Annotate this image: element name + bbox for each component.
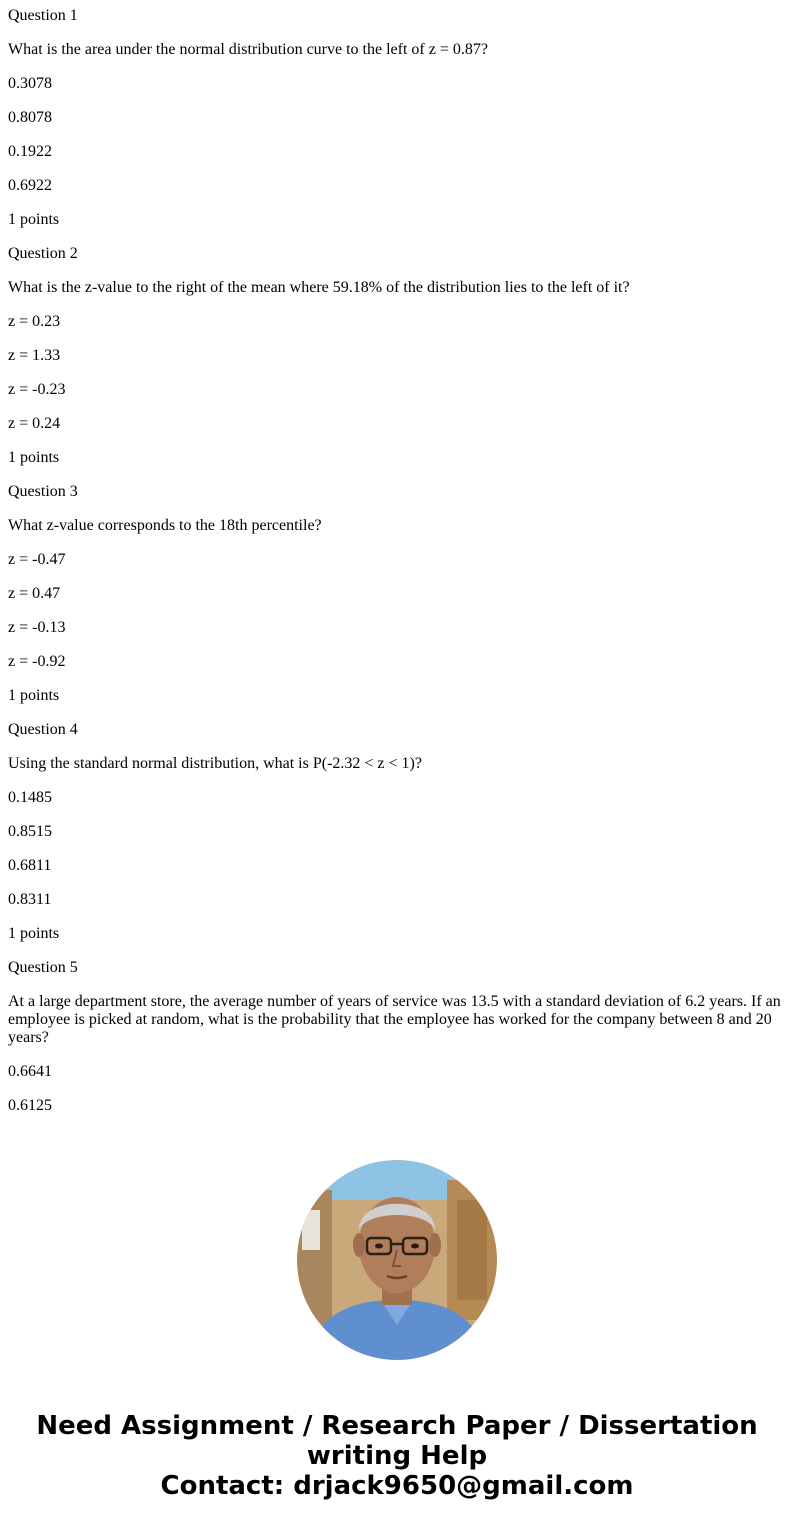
- question-heading: Question 5: [8, 959, 78, 976]
- answer-option: 0.3078: [8, 75, 52, 92]
- tutor-photo: [297, 1160, 497, 1360]
- question-text: What is the area under the normal distribution curve to the left of z = 0.87?: [8, 41, 488, 58]
- question-text: What z-value corresponds to the 18th percentile?: [8, 517, 322, 534]
- answer-option: z = -0.13: [8, 619, 66, 636]
- answer-option: 0.6641: [8, 1063, 52, 1080]
- question-points: 1 points: [8, 449, 60, 466]
- question-5: [8, 959, 786, 1115]
- answer-option: 0.6811: [8, 857, 52, 874]
- promo-line-1: Need Assignment / Research Paper / Dissertation: [36, 1411, 758, 1441]
- questions-document: [0, 7, 794, 1115]
- question-text: What is the z-value to the right of the mean where 59.18% of the distribution lies to the left of it?: [8, 279, 630, 296]
- question-heading: Question 4: [8, 721, 78, 738]
- answer-option: 0.8515: [8, 823, 52, 840]
- promo-banner: [0, 1411, 794, 1501]
- question-points: 1 points: [8, 687, 60, 704]
- answer-option: z = -0.23: [8, 381, 66, 398]
- answer-option: 0.8311: [8, 891, 52, 908]
- question-points: 1 points: [8, 925, 60, 942]
- answer-option: z = 0.23: [8, 313, 61, 330]
- question-2: [8, 245, 786, 467]
- question-4: [8, 721, 786, 943]
- question-points: 1 points: [8, 211, 60, 228]
- answer-option: z = 0.47: [8, 585, 61, 602]
- answer-option: 0.6922: [8, 177, 52, 194]
- answer-option: 0.6125: [8, 1097, 52, 1114]
- answer-option: z = -0.47: [8, 551, 66, 568]
- question-1: [8, 7, 786, 229]
- answer-option: z = 1.33: [8, 347, 61, 364]
- question-3: [8, 483, 786, 705]
- answer-option: 0.1922: [8, 143, 52, 160]
- avatar: [297, 1160, 497, 1360]
- question-text: At a large department store, the average number of years of service was 13.5 with a standard deviation of 6.2 years. If an employee is picked at random, what is the probability that the employee has worked for the company between 8 and 20 years?: [8, 993, 781, 1046]
- answer-option: z = -0.92: [8, 653, 66, 670]
- promo-line-2: writing Help: [306, 1441, 488, 1471]
- question-text: Using the standard normal distribution, what is P(-2.32 < z < 1)?: [8, 755, 422, 772]
- answer-option: 0.1485: [8, 789, 52, 806]
- promo-contact: Contact: drjack9650@gmail.com: [160, 1471, 634, 1501]
- question-heading: Question 1: [8, 7, 78, 24]
- question-heading: Question 2: [8, 245, 78, 262]
- question-heading: Question 3: [8, 483, 78, 500]
- answer-option: 0.8078: [8, 109, 52, 126]
- answer-option: z = 0.24: [8, 415, 61, 432]
